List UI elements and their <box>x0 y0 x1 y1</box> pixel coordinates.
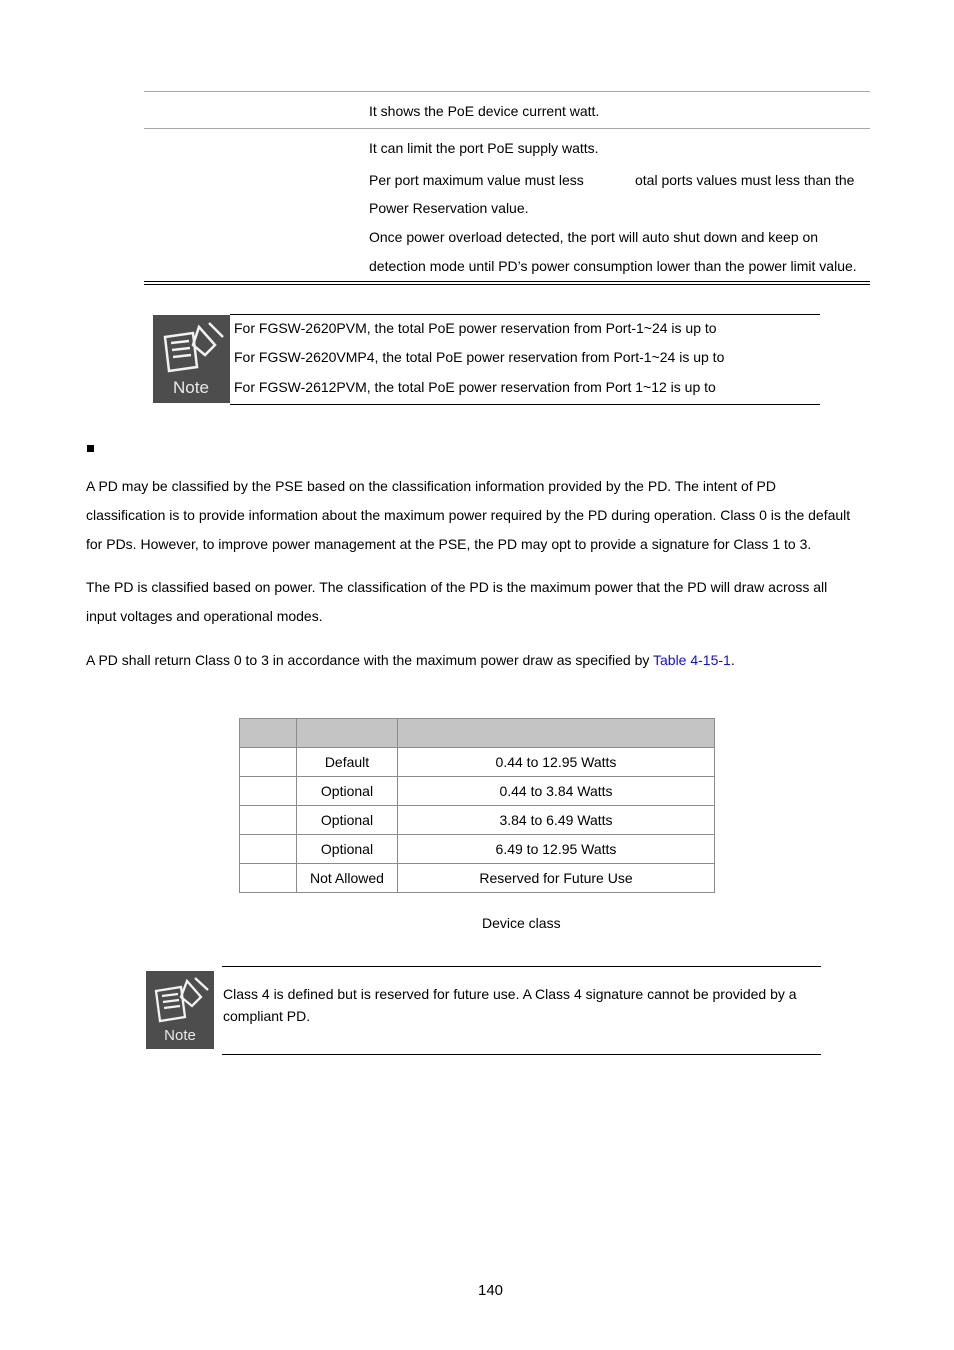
note1-top-rule <box>230 314 820 315</box>
table-cell-usage: Not Allowed <box>297 864 398 893</box>
param-table-bottom-rule-2 <box>144 284 870 285</box>
note1-bottom-rule <box>230 404 820 405</box>
note2-line1: Class 4 is defined but is reserved for future use. A Class 4 signature cannot be provided by a <box>223 986 797 1002</box>
param-table-row-divider <box>144 128 870 129</box>
table-cell-power: 3.84 to 6.49 Watts <box>398 806 715 835</box>
table-cell-power: 0.44 to 12.95 Watts <box>398 748 715 777</box>
header-cell-class <box>240 719 297 748</box>
param-row2-line3: Power Reservation value. <box>369 200 529 216</box>
table-caption: Device class <box>482 915 561 931</box>
paragraph-1-line-1: A PD may be classified by the PSE based on the classification information provided by the PD. The intent of PD <box>86 478 776 494</box>
table-row <box>240 835 715 864</box>
section-bullet <box>87 445 94 452</box>
table-row <box>240 748 715 777</box>
param-row2-line4: Once power overload detected, the port will auto shut down and keep on <box>369 229 819 245</box>
device-class-table <box>239 718 715 893</box>
note1-line2: For FGSW-2620VMP4, the total PoE power reservation from Port-1~24 is up to <box>234 349 725 365</box>
paragraph-1-line-3: for PDs. However, to improve power management at the PSE, the PD may opt to provide a signature for Class 1 to 3. <box>86 536 812 552</box>
note2-top-rule <box>222 966 821 967</box>
svg-text:Note: Note <box>173 378 209 397</box>
table-reference-link[interactable]: Table 4-15-1 <box>653 652 731 668</box>
table-cell-class <box>240 748 297 777</box>
table-cell-power: 6.49 to 12.95 Watts <box>398 835 715 864</box>
page-number: 140 <box>478 1282 504 1299</box>
header-cell-usage <box>297 719 398 748</box>
table-cell-power: 0.44 to 3.84 Watts <box>398 777 715 806</box>
note1-line1: For FGSW-2620PVM, the total PoE power reservation from Port-1~24 is up to <box>234 320 717 336</box>
note-icon <box>146 971 214 1049</box>
paragraph-3-suffix: . <box>730 652 735 668</box>
param-table-bottom-rule <box>144 281 870 282</box>
table-cell-class <box>240 777 297 806</box>
param-row1-description: It shows the PoE device current watt. <box>369 103 600 119</box>
header-cell-power <box>398 719 715 748</box>
note2-bottom-rule <box>222 1054 821 1055</box>
table-cell-class <box>240 864 297 893</box>
table-cell-power: Reserved for Future Use <box>398 864 715 893</box>
svg-text:Note: Note <box>164 1027 196 1044</box>
paragraph-3 <box>86 652 735 668</box>
table-cell-usage: Optional <box>297 835 398 864</box>
param-row2-line2b: otal ports values must less than the <box>635 172 855 188</box>
table-row <box>240 806 715 835</box>
table-cell-class <box>240 835 297 864</box>
table-cell-usage: Optional <box>297 777 398 806</box>
table-cell-class <box>240 806 297 835</box>
note2-line2: compliant PD. <box>223 1008 311 1024</box>
paragraph-2-line-2: input voltages and operational modes. <box>86 608 323 624</box>
table-cell-usage: Default <box>297 748 398 777</box>
param-row2-line5: detection mode until PD’s power consumption lower than the power limit value. <box>369 258 857 274</box>
table-row <box>240 864 715 893</box>
table-row <box>240 777 715 806</box>
param-row2-line2a: Per port maximum value must less <box>369 172 584 188</box>
note1-line3: For FGSW-2612PVM, the total PoE power reservation from Port 1~12 is up to <box>234 379 716 395</box>
table-header-row <box>240 719 715 748</box>
paragraph-2-line-1: The PD is classified based on power. The classification of the PD is the maximum power that the PD will draw across all <box>86 579 828 595</box>
paragraph-3-text: A PD shall return Class 0 to 3 in accordance with the maximum power draw as specified by <box>86 652 653 668</box>
table-cell-usage: Optional <box>297 806 398 835</box>
note-icon <box>153 315 230 403</box>
param-table-top-rule <box>144 91 870 92</box>
param-row2-line1: It can limit the port PoE supply watts. <box>369 140 599 156</box>
paragraph-1-line-2: classification is to provide information about the maximum power required by the PD during operation. Class 0 is the default <box>86 507 851 523</box>
